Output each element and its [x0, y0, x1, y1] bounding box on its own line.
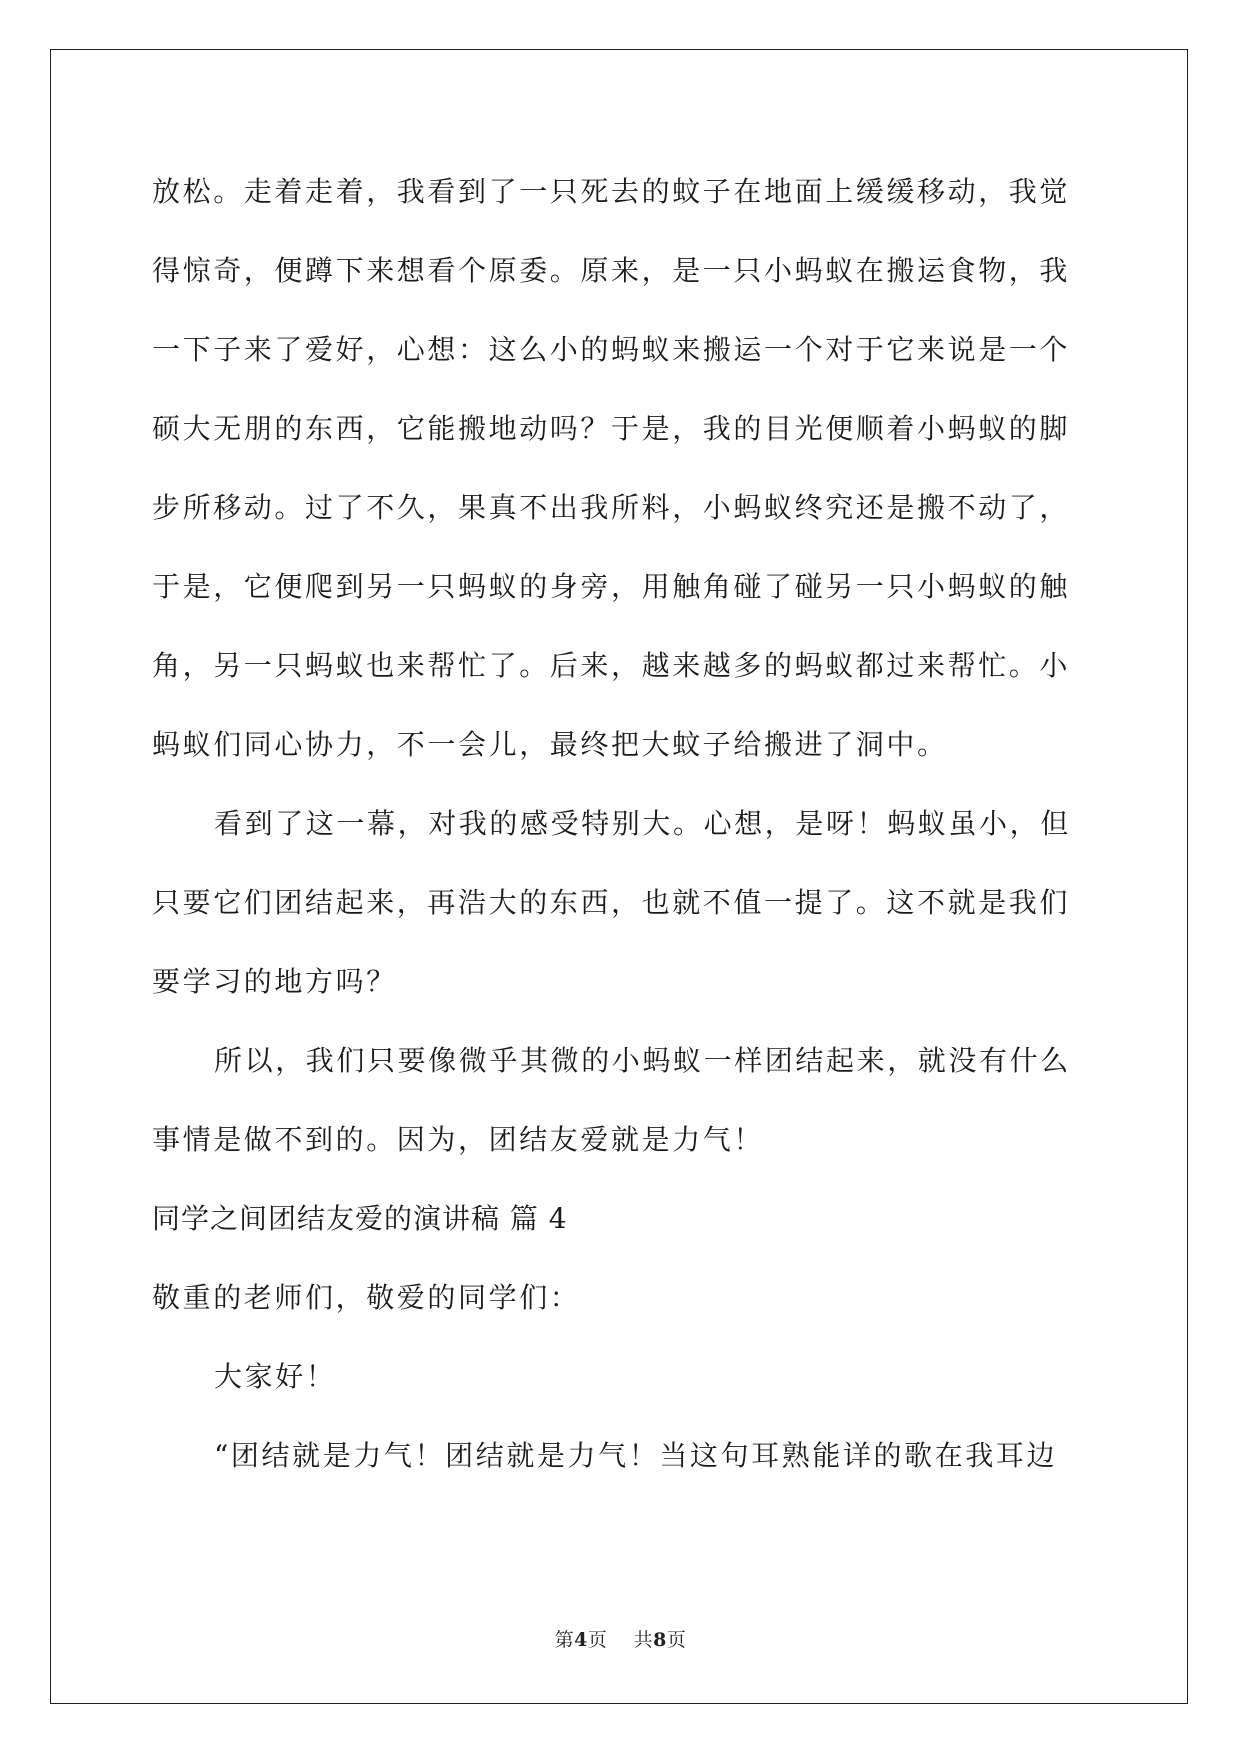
total-label-suffix: 页	[666, 1629, 687, 1651]
text-line: 所以，我们只要像微乎其微的小蚂蚁一样团结起来，就没有什么	[214, 1044, 1071, 1077]
text-line: “团结就是力气！团结就是力气！当这句耳熟能详的歌在我耳边	[214, 1439, 1058, 1472]
text-line: 角，另一只蚂蚁也来帮忙了。后来，越来越多的蚂蚁都过来帮忙。小	[152, 649, 1071, 682]
page-label-prefix: 第	[554, 1629, 575, 1651]
text-line: 一下子来了爱好，心想：这么小的蚂蚁来搬运一个对于它来说是一个	[152, 333, 1071, 366]
text-line: 于是，它便爬到另一只蚂蚁的身旁，用触角碰了碰另一只小蚂蚁的触	[152, 570, 1071, 603]
text-line: 蚂蚁们同心协力，不一会儿，最终把大蚊子给搬进了洞中。	[152, 728, 948, 761]
total-label-prefix: 共	[633, 1629, 654, 1651]
text-line: 步所移动。过了不久，果真不出我所料，小蚂蚁终究还是搬不动了，	[152, 491, 1071, 524]
text-line: 放松。走着走着，我看到了一只死去的蚊子在地面上缓缓移动，我觉	[152, 175, 1071, 208]
text-line: 硕大无朋的东西，它能搬地动吗？于是，我的目光便顺着小蚂蚁的脚	[152, 412, 1071, 445]
page-label-suffix: 页	[587, 1629, 608, 1651]
text-line: 事情是做不到的。因为，团结友爱就是力气！	[152, 1123, 765, 1156]
document-body	[152, 152, 1084, 1495]
total-pages-number: 8	[653, 1629, 667, 1651]
page-footer	[0, 1625, 1241, 1652]
section-heading: 同学之间团结友爱的演讲稿 篇 4	[152, 1202, 568, 1235]
greeting: 大家好！	[214, 1360, 337, 1393]
salutation: 敬重的老师们，敬爱的同学们：	[152, 1281, 581, 1314]
current-page-number: 4	[574, 1629, 588, 1651]
text-line: 看到了这一幕，对我的感受特别大。心想，是呀！蚂蚁虽小，但	[214, 807, 1071, 840]
text-line: 只要它们团结起来，再浩大的东西，也就不值一提了。这不就是我们	[152, 886, 1071, 919]
text-line: 得惊奇，便蹲下来想看个原委。原来，是一只小蚂蚁在搬运食物，我	[152, 254, 1071, 287]
text-line: 要学习的地方吗？	[152, 965, 397, 998]
